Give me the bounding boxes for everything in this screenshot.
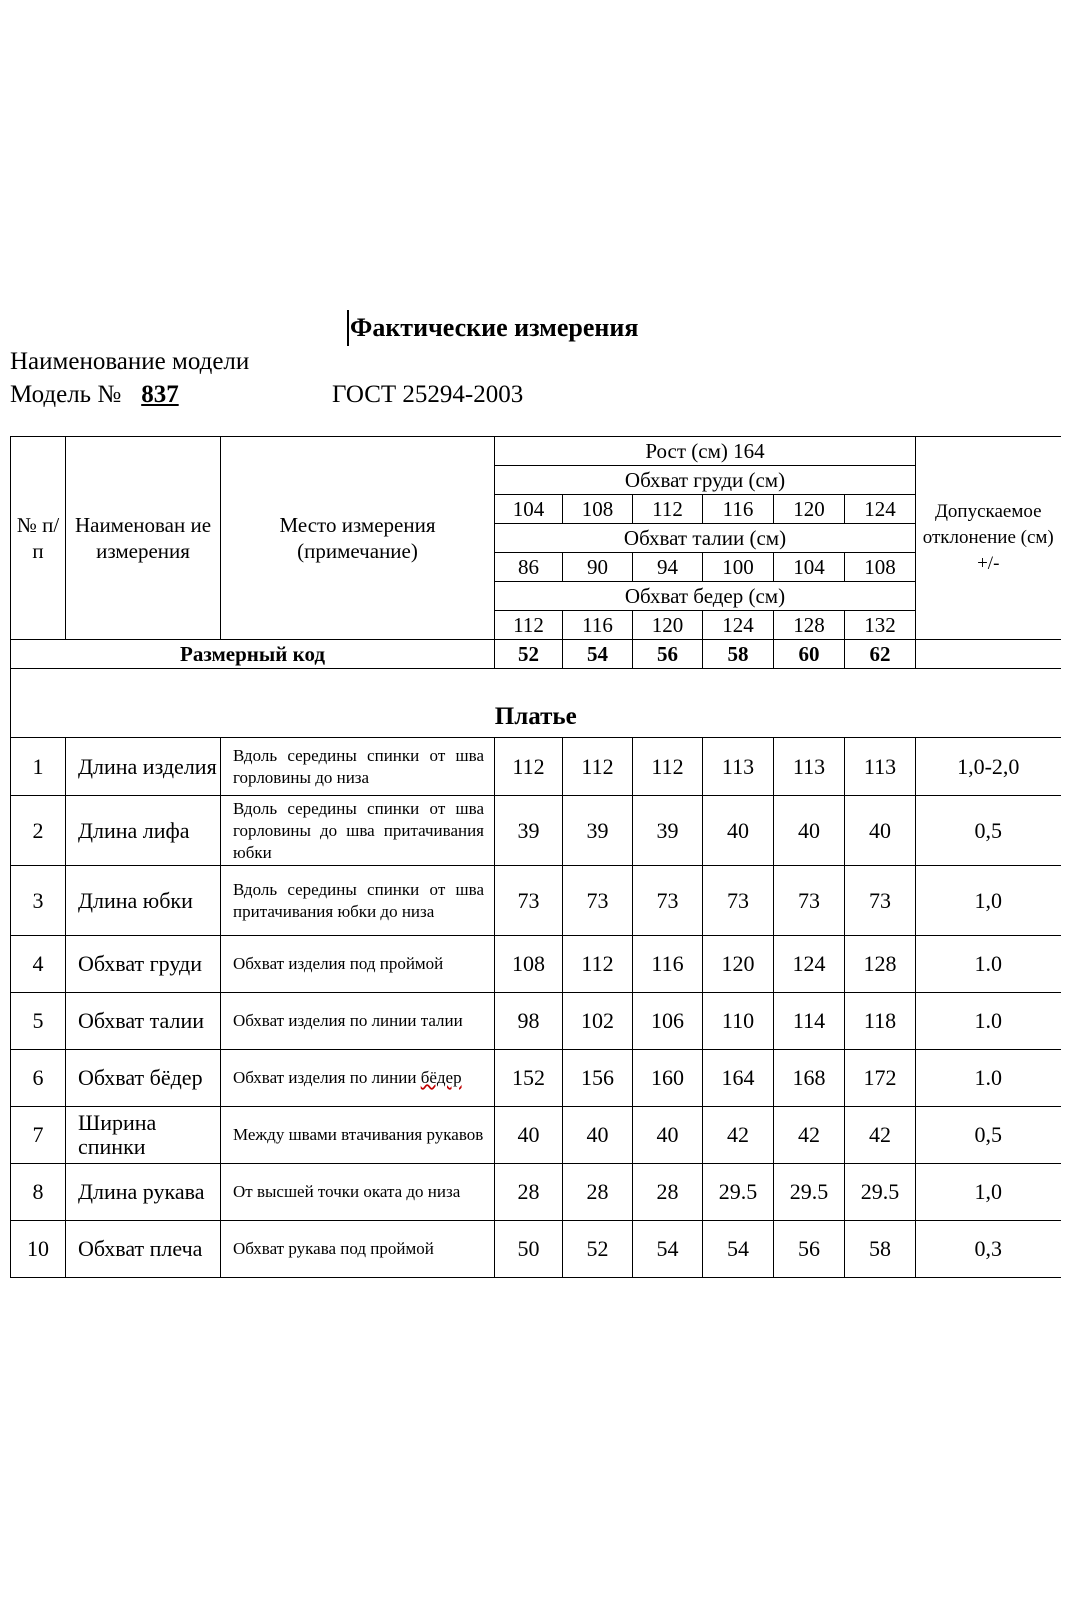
size-code: 58	[703, 640, 774, 669]
row-tolerance: 0,5	[916, 1107, 1061, 1164]
row-name: Обхват бёдер	[66, 1050, 221, 1107]
waist-value: 90	[563, 553, 633, 582]
row-tolerance: 1.0	[916, 993, 1061, 1050]
row-place: Обхват изделия по линии талии	[221, 993, 495, 1050]
text-cursor	[347, 310, 349, 346]
row-place: Обхват рукава под проймой	[221, 1221, 495, 1278]
row-place-text: Обхват изделия по линии	[233, 1068, 417, 1087]
row-value: 40	[703, 796, 774, 866]
row-value: 112	[495, 738, 563, 796]
row-value: 73	[703, 866, 774, 936]
spellcheck-word: бёдер	[420, 1068, 462, 1087]
row-value: 54	[703, 1221, 774, 1278]
row-value: 113	[845, 738, 916, 796]
row-value: 73	[495, 866, 563, 936]
hips-value: 132	[845, 611, 916, 640]
row-value: 112	[633, 738, 703, 796]
row-place	[221, 1050, 495, 1107]
measurement-table	[10, 436, 1061, 1278]
row-place: Между швами втачивания рукавов	[221, 1107, 495, 1164]
row-number: 1	[11, 738, 66, 796]
model-line	[10, 380, 193, 410]
row-value: 73	[563, 866, 633, 936]
waist-value: 104	[774, 553, 845, 582]
row-name: Обхват плеча	[66, 1221, 221, 1278]
row-value: 98	[495, 993, 563, 1050]
row-value: 50	[495, 1221, 563, 1278]
row-value: 172	[845, 1050, 916, 1107]
row-value: 114	[774, 993, 845, 1050]
size-code: 54	[563, 640, 633, 669]
header-number: № п/ п	[11, 437, 66, 640]
row-value: 40	[774, 796, 845, 866]
size-code: 62	[845, 640, 916, 669]
chest-value: 120	[774, 495, 845, 524]
row-value: 73	[845, 866, 916, 936]
header-tolerance: Допускаемое отклонение (см) +/-	[916, 437, 1061, 640]
row-name: Обхват талии	[66, 993, 221, 1050]
row-value: 28	[495, 1164, 563, 1221]
hips-value: 124	[703, 611, 774, 640]
row-value: 124	[774, 936, 845, 993]
row-value: 112	[563, 936, 633, 993]
row-name: Длина лифа	[66, 796, 221, 866]
row-value: 116	[633, 936, 703, 993]
chest-value: 116	[703, 495, 774, 524]
waist-value: 108	[845, 553, 916, 582]
row-value: 42	[703, 1107, 774, 1164]
row-place: От высшей точки оката до низа	[221, 1164, 495, 1221]
page-title: Фактические измерения	[350, 313, 639, 342]
header-hips: Обхват бедер (см)	[495, 582, 916, 611]
row-number: 6	[11, 1050, 66, 1107]
row-value: 29.5	[703, 1164, 774, 1221]
row-value: 108	[495, 936, 563, 993]
header-waist: Обхват талии (см)	[495, 524, 916, 553]
row-value: 58	[845, 1221, 916, 1278]
size-code-label: Размерный код	[11, 640, 495, 669]
row-value: 152	[495, 1050, 563, 1107]
row-number: 3	[11, 866, 66, 936]
table-row	[11, 1221, 1061, 1278]
row-value: 113	[774, 738, 845, 796]
model-number: 837	[141, 381, 179, 408]
row-number: 5	[11, 993, 66, 1050]
row-value: 39	[633, 796, 703, 866]
waist-value: 94	[633, 553, 703, 582]
row-value: 28	[563, 1164, 633, 1221]
row-value: 156	[563, 1050, 633, 1107]
row-tolerance: 0,5	[916, 796, 1061, 866]
table-row	[11, 1107, 1061, 1164]
row-value: 29.5	[845, 1164, 916, 1221]
row-value: 112	[563, 738, 633, 796]
row-value: 110	[703, 993, 774, 1050]
row-value: 113	[703, 738, 774, 796]
header-chest: Обхват груди (см)	[495, 466, 916, 495]
hips-value: 112	[495, 611, 563, 640]
waist-value: 100	[703, 553, 774, 582]
header-measurement-place: Место измерения (примечание)	[221, 437, 495, 640]
chest-value: 104	[495, 495, 563, 524]
row-place: Вдоль середины спинки от шва горловины до низа	[221, 738, 495, 796]
header-measurement-name: Наименован ие измерения	[66, 437, 221, 640]
hips-value: 128	[774, 611, 845, 640]
row-number: 7	[11, 1107, 66, 1164]
row-tolerance: 1,0-2,0	[916, 738, 1061, 796]
table-row	[11, 738, 1061, 796]
row-name: Длина юбки	[66, 866, 221, 936]
row-value: 118	[845, 993, 916, 1050]
table-row	[11, 993, 1061, 1050]
size-code: 52	[495, 640, 563, 669]
row-value: 54	[633, 1221, 703, 1278]
hips-value: 116	[563, 611, 633, 640]
row-tolerance: 0,3	[916, 1221, 1061, 1278]
row-name: Обхват груди	[66, 936, 221, 993]
chest-value: 108	[563, 495, 633, 524]
row-number: 2	[11, 796, 66, 866]
size-code-tolerance-cell	[916, 640, 1061, 669]
row-value: 29.5	[774, 1164, 845, 1221]
table-row	[11, 936, 1061, 993]
row-value: 168	[774, 1050, 845, 1107]
table-row	[11, 1164, 1061, 1221]
row-value: 106	[633, 993, 703, 1050]
row-value: 73	[774, 866, 845, 936]
row-number: 4	[11, 936, 66, 993]
row-tolerance: 1,0	[916, 1164, 1061, 1221]
chest-value: 124	[845, 495, 916, 524]
waist-value: 86	[495, 553, 563, 582]
chest-value: 112	[633, 495, 703, 524]
hips-value: 120	[633, 611, 703, 640]
row-place: Вдоль середины спинки от шва горловины до шва притачивания юбки	[221, 796, 495, 866]
row-value: 28	[633, 1164, 703, 1221]
row-value: 39	[495, 796, 563, 866]
size-code: 56	[633, 640, 703, 669]
table-row	[11, 796, 1061, 866]
row-value: 40	[633, 1107, 703, 1164]
row-value: 39	[563, 796, 633, 866]
row-tolerance: 1.0	[916, 936, 1061, 993]
header-height: Рост (см) 164	[495, 437, 916, 466]
row-value: 164	[703, 1050, 774, 1107]
row-name: Длина рукава	[66, 1164, 221, 1221]
section-title: Платье	[11, 669, 1061, 738]
row-value: 42	[845, 1107, 916, 1164]
row-value: 120	[703, 936, 774, 993]
row-tolerance: 1,0	[916, 866, 1061, 936]
row-value: 40	[495, 1107, 563, 1164]
row-name: Ширина спинки	[66, 1107, 221, 1164]
row-value: 42	[774, 1107, 845, 1164]
row-tolerance: 1.0	[916, 1050, 1061, 1107]
size-code: 60	[774, 640, 845, 669]
row-place: Обхват изделия под проймой	[221, 936, 495, 993]
row-name: Длина изделия	[66, 738, 221, 796]
row-number: 10	[11, 1221, 66, 1278]
row-place: Вдоль середины спинки от шва притачивания юбки до низа	[221, 866, 495, 936]
row-value: 56	[774, 1221, 845, 1278]
row-value: 40	[563, 1107, 633, 1164]
row-value: 52	[563, 1221, 633, 1278]
model-label: Модель №	[10, 381, 122, 408]
table-row	[11, 1050, 1061, 1107]
row-value: 160	[633, 1050, 703, 1107]
row-number: 8	[11, 1164, 66, 1221]
row-value: 40	[845, 796, 916, 866]
row-value: 128	[845, 936, 916, 993]
row-value: 102	[563, 993, 633, 1050]
gost-standard: ГОСТ 25294-2003	[332, 381, 524, 408]
model-name-label: Наименование модели	[10, 348, 250, 375]
row-value: 73	[633, 866, 703, 936]
table-row	[11, 866, 1061, 936]
